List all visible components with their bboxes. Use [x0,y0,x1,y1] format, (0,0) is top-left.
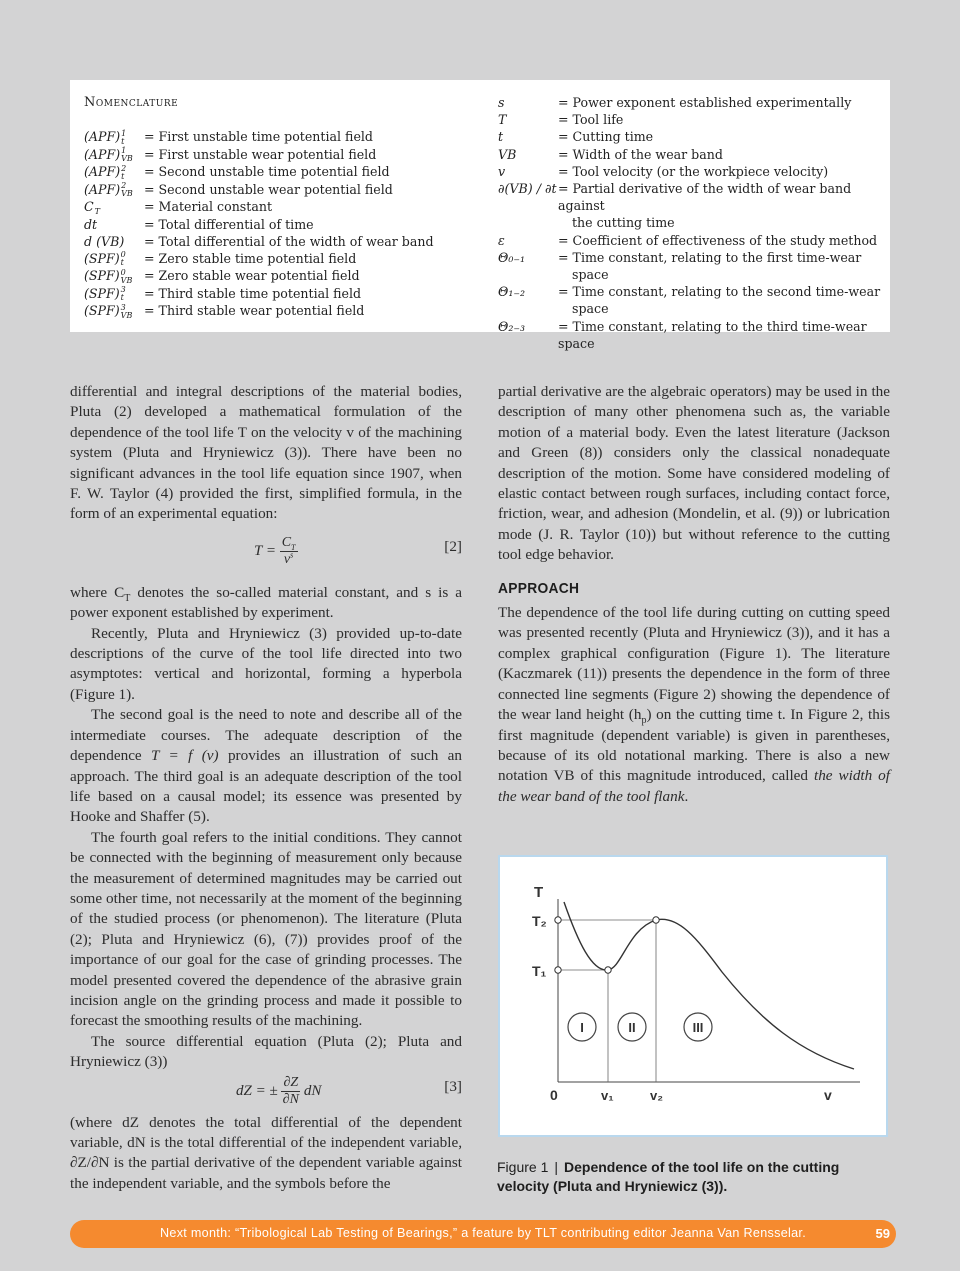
nomenclature-row [84,128,484,146]
paragraph: where $C_T$ denotes the so-called material constant, and s is a power exponent established by experiment. [70,583,462,622]
paragraph: The source differential equation (Pluta (2); Pluta and Hryniewicz (3)) [70,1032,462,1071]
nomenclature-row [84,302,484,320]
nomenclature-symbol: (SPF) 0 VB [84,267,133,285]
nomenclature-definition: = Total differential of time [144,216,314,232]
t1-point [555,967,561,973]
axis-label-v2: v₂ [650,1088,664,1103]
nomenclature-definition-continued: space [572,267,609,283]
nomenclature-right-column [498,94,883,352]
axis-label-t2: T₂ [532,913,547,929]
figure-caption [497,1158,893,1196]
minimum-point [605,967,611,973]
paragraph: The dependence of the tool life during cutting on cutting speed was presented recently (Pluta and Hryniewicz (3)), and it has a complex graphical configuration (Figure 1). The literature (Kaczmarek (11)) presents the dependence in the form of three connected line segments (Figure 2) showing the dependence of the wear land height $(h_p)$ on the cutting time t. In Figure 2, this first magnitude (dependent variable) is given in parentheses, because of its old notational marking. There is also a new notation VB of this magnitude introduced, called the width of the wear band of the tool flank. [498,604,890,805]
equation-3-body [236,1075,321,1108]
nomenclature-definition: = Partial derivative of the width of wear band against [558,181,852,214]
paragraph: (where dZ denotes the total differential of the dependent variable, dN is the total differential of the independent variable, ∂Z/∂N is the partial derivative of the dependent variable against the independent variable, and the symbols before the [70,1113,462,1192]
region-i-label: I [580,1020,584,1035]
nomenclature-definition: = Third stable wear potential field [144,303,365,319]
nomenclature-row [498,283,883,300]
right-text-column [498,382,890,807]
nomenclature-box [70,80,890,351]
nomenclature-row [498,232,883,249]
nomenclature-symbol: (APF) 2 VB [84,181,133,198]
nomenclature-definition: = Tool life [558,112,624,128]
nomenclature-row [84,163,484,181]
paragraph: The second goal is the need to note and describe all of the intermediate courses. The adequate description of the dependence T = f (v) provides an illustration of such an approach. The third goal is an adequate description of the tool life based on a causal model; its essence was presented by Hooke and Shaffer (5). [70,706,462,826]
equation-number: [3] [444,1077,462,1095]
region-iii-label: III [692,1020,704,1035]
nomenclature-row [498,111,883,128]
nomenclature-symbol: C T [84,199,100,216]
paragraph: The fourth goal refers to the initial conditions. They cannot be connected with the beginning of measurement only because the measurement of determined magnitudes may be carried out some other time, not necessarily at the moment of the beginning of the studied process (or phenomenon). The literature (Pluta (2); Pluta and Hryniewicz (6), (7)) provides proof of the importance of our goal for the case of grinding processes. The model presented covered the dependence of the abrasive grain incision angle on the grinding process and made it possible to forecast the smoothing results of the machining. [70,828,462,1030]
nomenclature-definition: = Time constant, relating to the first time-wear [558,249,862,265]
nomenclature-row [84,181,484,199]
axis-label-t: T [534,884,544,901]
section-heading: APPROACH [498,579,580,597]
nomenclature-row [84,285,484,303]
nomenclature-symbol: dt [84,216,98,232]
paragraph: Recently, Pluta and Hryniewicz (3) provided up-to-date descriptions of the curve of the tool life directed into two asymptotes: vertical and horizontal, forming a hyperbola (Figure 1). [70,624,462,703]
nomenclature-symbol: ε [498,232,505,248]
nomenclature-row [498,146,883,163]
nomenclature-symbol: (SPF) 3 t [84,285,126,303]
nomenclature-symbol: Θ₂₋₃ [498,318,526,334]
nomenclature-definition: = Zero stable time potential field [144,250,357,266]
nomenclature-definition: = Tool velocity (or the workpiece velocity) [558,163,829,179]
nomenclature-definition: = First unstable time potential field [144,129,373,144]
nomenclature-definition: = Second unstable wear potential field [144,181,393,197]
nomenclature-row [498,128,883,145]
figure-1-diagram [500,857,886,1135]
nomenclature-definition: = Width of the wear band [558,146,723,162]
nomenclature-symbol: (SPF) 3 VB [84,302,133,320]
equation-lhs: dZ = ± [236,1082,278,1099]
fraction-denominator-sup: s [290,550,294,560]
nomenclature-definition-continued: the cutting time [572,215,675,231]
nomenclature-row [498,180,883,214]
nomenclature-symbol: (APF) 2 t [84,163,127,181]
nomenclature-symbol: ∂(VB) / ∂t [498,181,557,197]
nomenclature-title: Nomenclature [84,95,179,110]
paragraph: partial derivative are the algebraic operators) may be used in the description of many other phenomena such as, the variable motion of a material body. Even the latest literature (Jackson and Green (8)) considers only the classical nonadequate description of the motion. Some have considered modeling of elastic contact between rough surfaces, including contact force, friction, wear, and adhesion (Mondelin, et al. (9)) or lubrication mode (J. R. Taylor (10)) but without reference to the cutting tool edge behavior. [498,383,890,564]
equation-rhs: dN [303,1082,322,1099]
nomenclature-row [498,94,883,111]
t2-point [555,917,561,923]
nomenclature-row [84,233,484,250]
nomenclature-symbol: (APF) 1 t [84,128,127,146]
equation-2 [70,529,462,579]
equation-fraction [281,1075,300,1108]
nomenclature-symbol: s [498,95,505,110]
caption-label: Figure 1 [497,1159,549,1175]
equation-lhs: T = [254,542,276,559]
nomenclature-definition: = First unstable wear potential field [144,146,377,162]
nomenclature-definition: = Material constant [144,199,273,214]
fraction-numerator: ∂Z [283,1074,299,1090]
axis-label-zero: 0 [550,1087,558,1103]
figure-1 [498,855,888,1137]
nomenclature-symbol: (APF) 1 VB [84,146,133,163]
axis-label-v: v [824,1087,832,1103]
nomenclature-symbol: v [498,163,506,179]
nomenclature-row [84,250,484,268]
fraction-denominator: v [283,551,291,567]
equation-fraction [280,535,298,568]
nomenclature-symbol: d (VB) [84,233,125,249]
nomenclature-row [498,318,883,352]
caption-separator: | [554,1159,558,1175]
nomenclature-row [84,198,484,216]
equation-2-body [254,535,298,568]
fraction-numerator-sub: T [291,542,296,552]
footer-text: Next month: “Tribological Lab Testing of Bearings,” a feature by TLT contributing editor Jeanna Van Rensselar. [160,1226,807,1240]
nomenclature-definition: = Coefficient of effectiveness of the study method [558,232,878,248]
fraction-numerator: C [281,534,292,550]
nomenclature-row [84,146,484,164]
tool-life-curve [564,902,854,1069]
nomenclature-row [498,163,883,180]
equation-3 [70,1073,462,1113]
paragraph: differential and integral descriptions of the material bodies, Pluta (2) developed a mathematical formulation of the dependence of the tool life T on the velocity v of the machining system (Pluta and Hryniewicz (3)). There have been no significant advances in the tool life equation since 1907, when F. W. Taylor (4) provided the first, simplified formula, in the form of an experimental equation: [70,383,462,523]
page-number: 59 [875,1226,890,1241]
nomenclature-symbol: Θ₀₋₁ [498,249,526,265]
nomenclature-definition: = Zero stable wear potential field [144,268,360,284]
axis-label-t1: T₁ [532,963,547,979]
equation-number: [2] [444,537,462,555]
nomenclature-symbol: VB [498,146,517,162]
nomenclature-definition: = Third stable time potential field [144,285,362,301]
nomenclature-symbol: T [498,112,507,128]
nomenclature-left-column [84,94,484,320]
nomenclature-symbol: Θ₁₋₂ [498,284,526,300]
nomenclature-row [84,267,484,285]
fraction-denominator: ∂N [282,1091,299,1107]
left-text-column [70,382,462,1194]
nomenclature-definition-continued: space [572,301,609,317]
axis-label-v1: v₁ [601,1088,614,1103]
nomenclature-definition: = Total differential of the width of wear band [144,233,434,249]
maximum-point [653,917,659,923]
nomenclature-definition: = Time constant, relating to the third time-wear space [558,318,867,351]
nomenclature-row [498,249,883,266]
nomenclature-definition: = Second unstable time potential field [144,164,390,179]
footer-bar [70,1220,896,1248]
nomenclature-definition: = Power exponent established experimentally [558,95,852,110]
region-ii-label: II [628,1020,636,1035]
nomenclature-row [84,216,484,233]
nomenclature-symbol: t [498,129,504,145]
caption-text: Dependence of the tool life on the cutting velocity (Pluta and Hryniewicz (3)). [497,1159,840,1194]
nomenclature-symbol: (SPF) 0 t [84,250,126,268]
nomenclature-definition: = Cutting time [558,129,654,145]
nomenclature-definition: = Time constant, relating to the second time-wear [558,284,881,300]
